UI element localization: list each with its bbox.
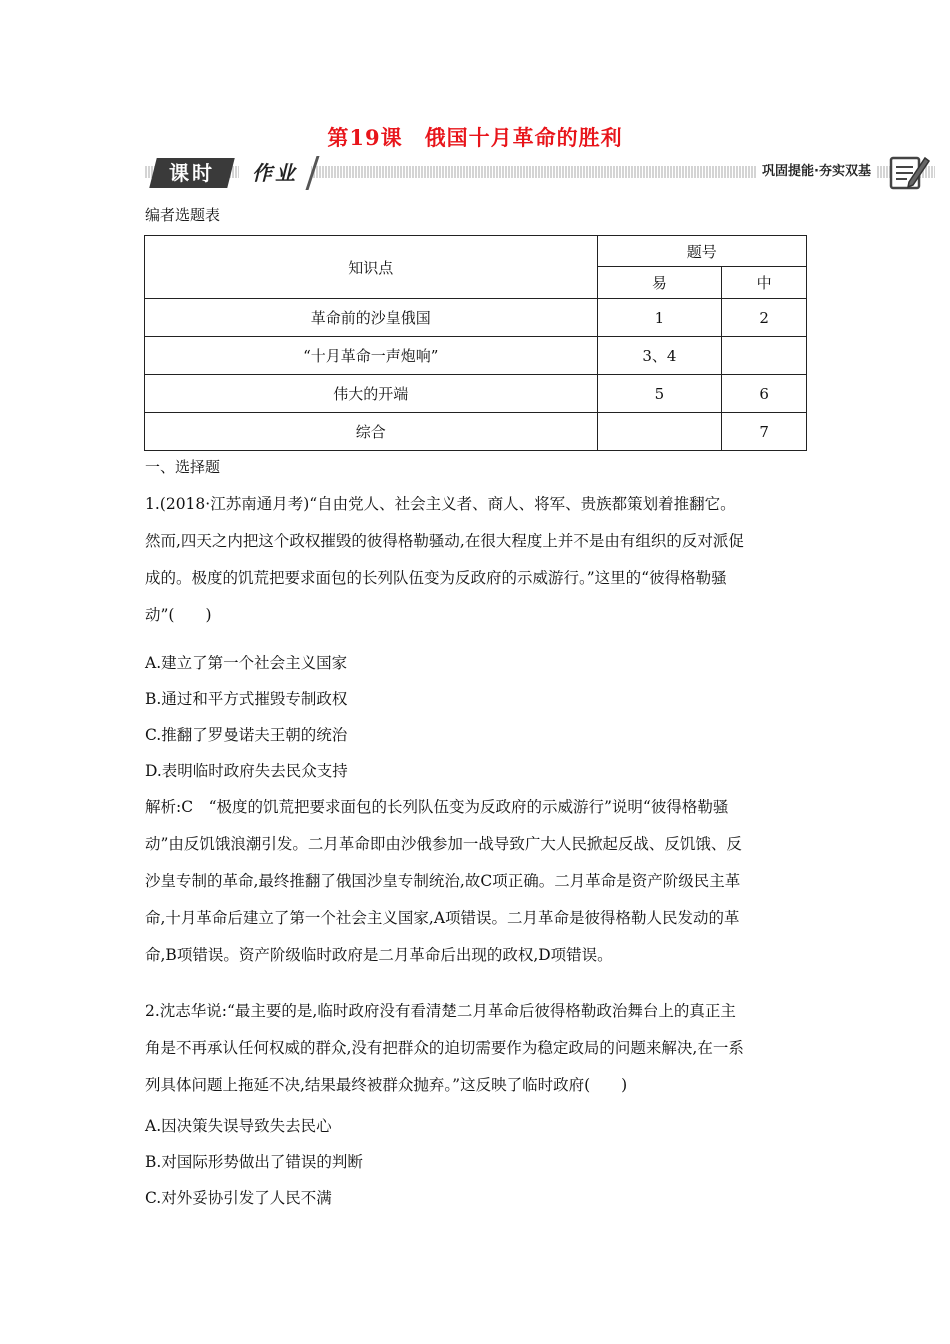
row-easy: 3、4 — [597, 337, 722, 375]
q1-option-b: B.通过和平方式摧毁专制政权 — [145, 690, 348, 708]
row-mid: 6 — [722, 375, 807, 413]
q2-option-b: B.对国际形势做出了错误的判断 — [145, 1153, 363, 1171]
section-heading: 一、选择题 — [145, 458, 221, 476]
header-number: 题号 — [597, 236, 806, 267]
row-mid: 7 — [722, 413, 807, 451]
question-selection-table — [144, 235, 807, 451]
text-line: 命,十月革命后建立了第一个社会主义国家,A项错误。二月革命是彼得格勒人民发动的革 — [145, 909, 740, 927]
question-2-stem — [145, 993, 810, 1104]
text-line: 1.(2018·江苏南通月考)“自由党人、社会主义者、商人、将军、贵族都策划着推翻它。 — [145, 495, 736, 513]
table-row — [145, 375, 807, 413]
text-line: 然而,四天之内把这个政权摧毁的彼得格勒骚动,在很大程度上并不是由有组织的反对派促 — [145, 532, 744, 550]
row-topic: 综合 — [145, 413, 598, 451]
text-line: 动”( ) — [145, 606, 212, 624]
row-easy: 1 — [597, 299, 722, 337]
row-topic: 伟大的开端 — [145, 375, 598, 413]
question-1-stem — [145, 486, 810, 634]
lesson-number: 第19课 — [327, 125, 403, 150]
header-mid: 中 — [722, 267, 807, 299]
row-easy: 5 — [597, 375, 722, 413]
header-easy: 易 — [597, 267, 722, 299]
row-easy — [597, 413, 722, 451]
row-topic: “十月革命一声炮响” — [145, 337, 598, 375]
text-line: 动”由反饥饿浪潮引发。二月革命即由沙俄参加一战导致广大人民掀起反战、反饥饿、反 — [145, 835, 742, 853]
text-line: 沙皇专制的革命,最终推翻了俄国沙皇专制统治,故C项正确。二月革命是资产阶级民主革 — [145, 872, 741, 890]
text-line: 2.沈志华说:“最主要的是,临时政府没有看清楚二月革命后彼得格勒政治舞台上的真正主 — [145, 1002, 736, 1020]
table-caption: 编者选题表 — [145, 206, 221, 224]
table-row — [145, 299, 807, 337]
banner-label-1: 课时 — [169, 161, 215, 185]
banner-label-2: 作业 — [252, 161, 298, 185]
homework-banner — [145, 156, 935, 192]
text-line: 角是不再承认任何权威的群众,没有把群众的迫切需要作为稳定政局的问题来解决,在一系 — [145, 1039, 744, 1057]
page-title — [0, 122, 950, 152]
question-1-analysis — [145, 789, 810, 974]
row-topic: 革命前的沙皇俄国 — [145, 299, 598, 337]
text-line: 解析:C “极度的饥荒把要求面包的长列队伍变为反政府的示威游行”说明“彼得格勒骚 — [145, 798, 729, 816]
table-row — [145, 413, 807, 451]
header-knowledge: 知识点 — [145, 236, 598, 299]
notepad-pencil-icon — [887, 152, 931, 192]
banner-tag-dark — [149, 158, 234, 188]
text-line: 列具体问题上拖延不决,结果最终被群众抛弃。”这反映了临时政府( ) — [145, 1076, 628, 1094]
row-mid — [722, 337, 807, 375]
banner-tag-light — [239, 158, 311, 188]
text-line: 成的。极度的饥荒把要求面包的长列队伍变为反政府的示威游行。”这里的“彼得格勒骚 — [145, 569, 727, 587]
row-mid: 2 — [722, 299, 807, 337]
text-line: 命,B项错误。资产阶级临时政府是二月革命后出现的政权,D项错误。 — [145, 946, 613, 964]
q1-option-a: A.建立了第一个社会主义国家 — [145, 654, 348, 672]
lesson-topic: 俄国十月革命的胜利 — [424, 125, 623, 150]
q1-option-c: C.推翻了罗曼诺夫王朝的统治 — [145, 726, 348, 744]
table-row — [145, 337, 807, 375]
q2-option-c: C.对外妥协引发了人民不满 — [145, 1189, 332, 1207]
q1-option-d: D.表明临时政府失去民众支持 — [145, 762, 348, 780]
q2-option-a: A.因决策失误导致失去民心 — [145, 1117, 332, 1135]
banner-slogan: 巩固提能·夯实双基 — [756, 160, 877, 184]
